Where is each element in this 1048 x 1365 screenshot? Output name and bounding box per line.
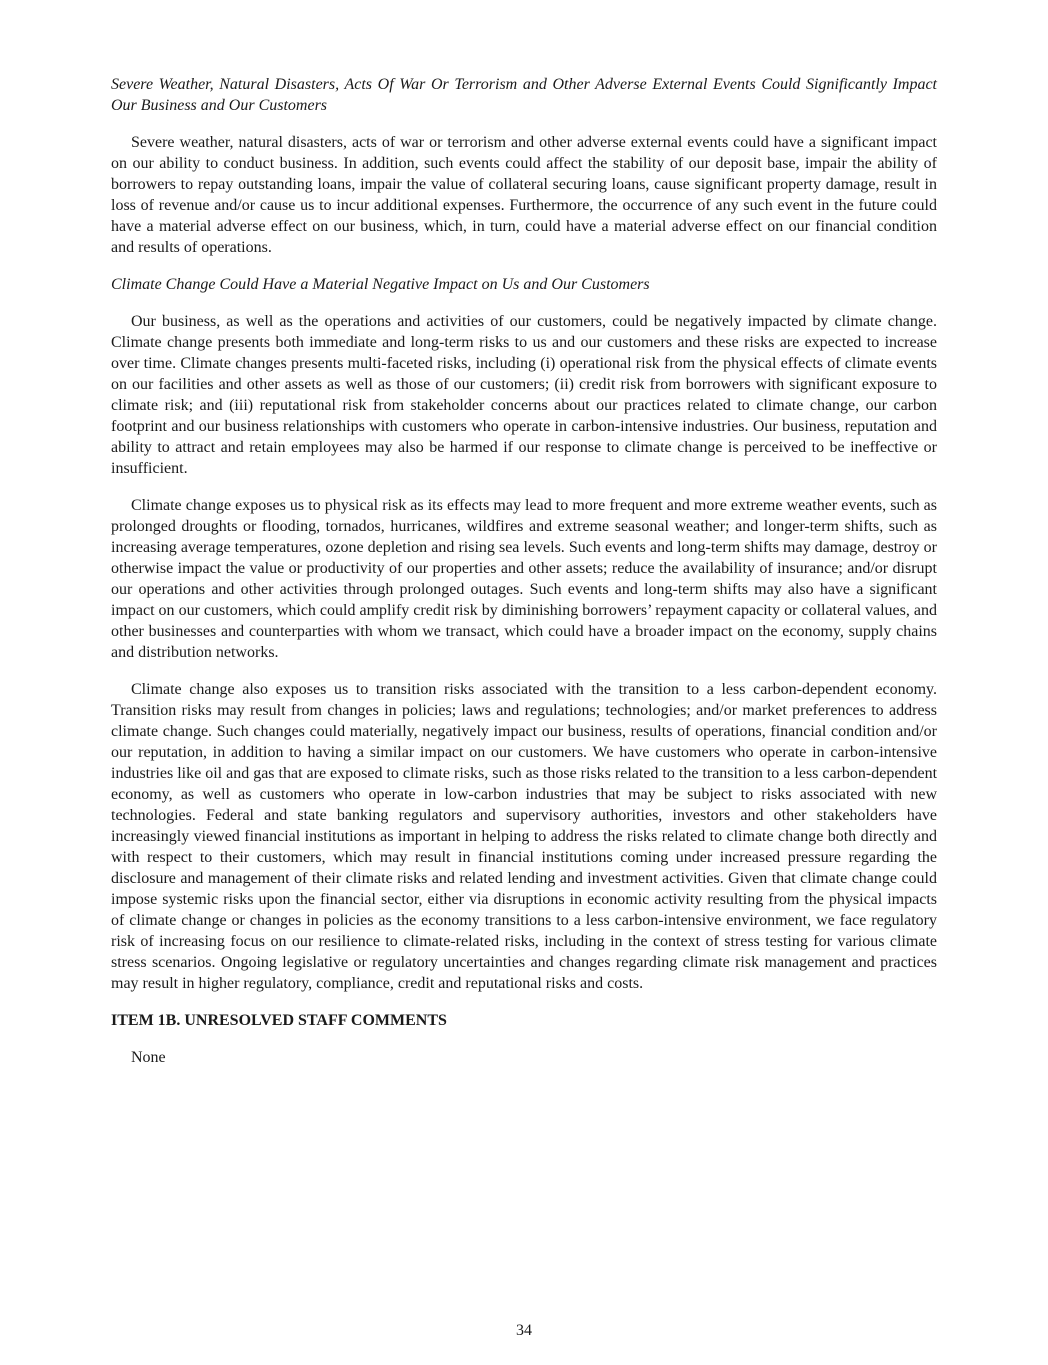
section-heading-weather: Severe Weather, Natural Disasters, Acts Of War Or Terrorism and Other Adverse External Events Could Significantly Impact Our Business and Our Customers bbox=[111, 76, 937, 114]
paragraph-weather: Severe weather, natural disasters, acts of war or terrorism and other adverse external events could have a significant impact on our ability to conduct business. In addition, such events could affect the stability of our deposit base, impair the ability of borrowers to repay outstanding loans, impair the value of collateral securing loans, cause significant property damage, result in loss of revenue and/or cause us to incur additional expenses. Furthermore, the occurrence of any such event in the future could have a material adverse effect on our business, which, in turn, could have a material adverse effect on our financial condition and results of operations. bbox=[111, 134, 937, 256]
item-1b-body: None bbox=[131, 1049, 166, 1066]
document-page bbox=[111, 74, 937, 1068]
paragraph-climate-2: Climate change exposes us to physical risk as its effects may lead to more frequent and more extreme weather events, such as prolonged droughts or flooding, tornados, hurricanes, wildfires and extreme seasonal weather; and longer-term shifts, such as increasing average temperatures, ozone depletion and rising sea levels. Such events and long-term shifts may damage, destroy or otherwise impact the value or productivity of our properties and other assets; reduce the availability of insurance; and/or disrupt our operations and other activities through prolonged outages. Such events and long-term shifts may also have a significant impact on our customers, which could amplify credit risk by diminishing borrowers’ repayment capacity or collateral values, and other businesses and counterparties with whom we transact, which could have a broader impact on the economy, supply chains and distribution networks. bbox=[111, 497, 937, 661]
paragraph-climate-3: Climate change also exposes us to transition risks associated with the transition to a less carbon-dependent economy. Transition risks may result from changes in policies; laws and regulations; technologies; and/or market preferences to address climate change. Such changes could materially, negatively impact our business, results of operations, financial condition and/or our reputation, in addition to having a similar impact on our customers. We have customers who operate in carbon-intensive industries like oil and gas that are exposed to climate risks, such as those risks related to the transition to a less carbon-dependent economy, as well as customers who operate in low-carbon industries that may be subject to risks associated with new technologies. Federal and state banking regulators and supervisory authorities, investors and other stakeholders have increasingly viewed financial institutions as important in helping to address the risks related to climate change both directly and with respect to their customers, which may result in financial institutions coming under increased pressure regarding the disclosure and management of their climate risks and related lending and investment activities. Given that climate change could impose systemic risks upon the financial sector, either via disruptions in economic activity resulting from the physical impacts of climate change or changes in policies as the economy transitions to a less carbon-intensive environment, we face regulatory risk of increasing focus on our resilience to climate-related risks, including in the context of stress testing for various climate stress scenarios. Ongoing legislative or regulatory uncertainties and changes regarding climate risk management and practices may result in higher regulatory, compliance, credit and reputational risks and costs. bbox=[111, 681, 938, 992]
paragraph-climate-1: Our business, as well as the operations and activities of our customers, could be negatively impacted by climate change. Climate change presents both immediate and long-term risks to us and our customers and these risks are expected to increase over time. Climate changes presents multi-faceted risks, including (i) operational risk from the physical effects of climate events on our facilities and other assets as well as those of our customers; (ii) credit risk from borrowers with significant exposure to climate risk; and (iii) reputational risk from stakeholder concerns about our practices related to climate change, our carbon footprint and our business relationships with customers who operate in carbon-intensive industries. Our business, reputation and ability to attract and retain employees may also be harmed if our response to climate change is perceived to be ineffective or insufficient. bbox=[111, 313, 937, 477]
item-1b-heading: ITEM 1B. UNRESOLVED STAFF COMMENTS bbox=[111, 1012, 447, 1029]
section-heading-climate: Climate Change Could Have a Material Negative Impact on Us and Our Customers bbox=[111, 276, 650, 293]
page-number: 34 bbox=[516, 1322, 532, 1339]
